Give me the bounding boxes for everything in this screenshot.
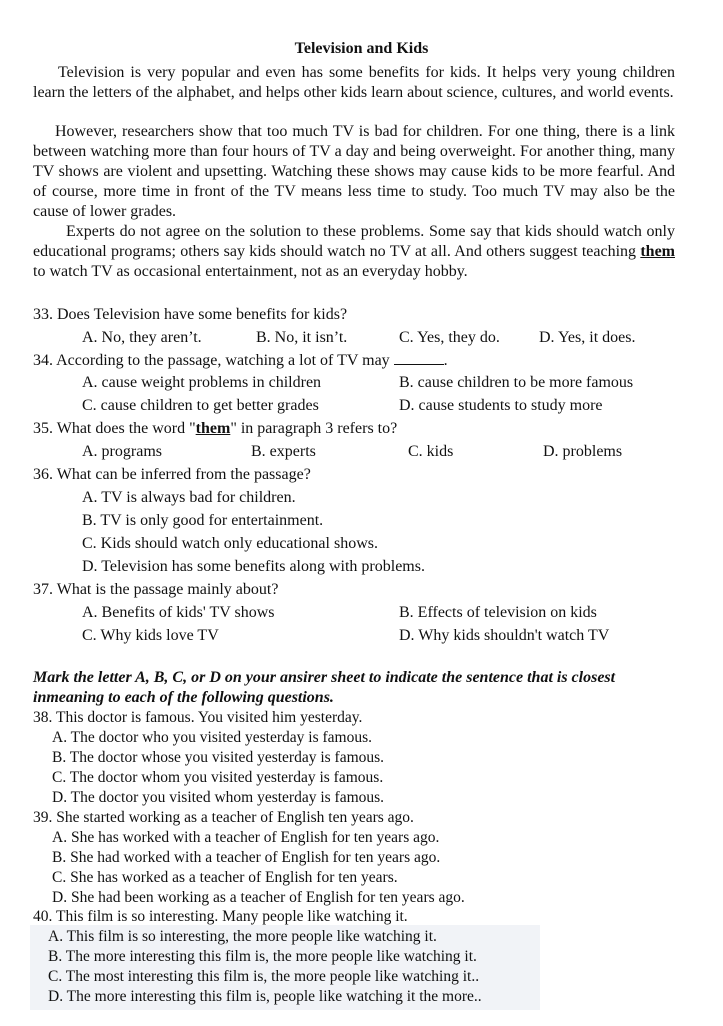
question-40-option-b[interactable]: B. The more interesting this film is, the more people like watching it.: [48, 948, 477, 965]
question-34-stem-text: 34. According to the passage, watching a lot of TV may: [33, 352, 394, 369]
question-37-stem: 37. What is the passage mainly about?: [33, 581, 279, 598]
question-33-option-a[interactable]: A. No, they aren’t.: [82, 329, 202, 346]
paragraph-3-keyword: them: [640, 243, 675, 260]
paragraph-3: [33, 222, 675, 282]
question-37-option-d[interactable]: D. Why kids shouldn't watch TV: [399, 627, 610, 644]
question-36-option-d[interactable]: D. Television has some benefits along with problems.: [82, 558, 425, 575]
question-37-option-c[interactable]: C. Why kids love TV: [82, 627, 219, 644]
question-34-option-d[interactable]: D. cause students to study more: [399, 397, 603, 414]
question-38-option-c[interactable]: C. The doctor whom you visited yesterday is famous.: [52, 769, 384, 786]
question-35-option-b[interactable]: B. experts: [251, 443, 316, 460]
question-36-option-b[interactable]: B. TV is only good for entertainment.: [82, 512, 324, 529]
question-33-option-c[interactable]: C. Yes, they do.: [399, 329, 500, 346]
question-40-option-a[interactable]: A. This film is so interesting, the more people like watching it.: [48, 928, 437, 945]
question-36-option-a[interactable]: A. TV is always bad for children.: [82, 489, 296, 506]
question-40-option-c[interactable]: C. The most interesting this film is, the more people like watching it..: [48, 968, 480, 985]
question-37-option-b[interactable]: B. Effects of television on kids: [399, 604, 597, 621]
question-38-option-d[interactable]: D. The doctor you visited whom yesterday is famous.: [52, 789, 385, 806]
paragraph-3-text-after: to watch TV as occasional entertainment, not as an everyday hobby.: [33, 263, 468, 280]
question-39-option-b[interactable]: B. She had worked with a teacher of English for ten years ago.: [52, 849, 441, 866]
question-40-stem: 40. This film is so interesting. Many people like watching it.: [33, 908, 408, 925]
paragraph-3-text-before: Experts do not agree on the solution to these problems. Some say that kids should watch only educational programs; others say kids should watch no TV at all. And others suggest teaching: [33, 223, 675, 260]
question-39-option-a[interactable]: A. She has worked with a teacher of English for ten years ago.: [52, 829, 440, 846]
question-33-option-d[interactable]: D. Yes, it does.: [539, 329, 636, 346]
question-40-option-d[interactable]: D. The more interesting this film is, people like watching it the more..: [48, 988, 482, 1005]
question-36-option-c[interactable]: C. Kids should watch only educational shows.: [82, 535, 378, 552]
question-34-stem: [33, 351, 448, 371]
question-34-option-b[interactable]: B. cause children to be more famous: [399, 374, 634, 391]
paragraph-1: [33, 63, 675, 103]
question-35-stem-text: 35. What does the word ": [33, 420, 196, 437]
question-35-option-d[interactable]: D. problems: [543, 443, 623, 460]
question-35-stem: [33, 419, 397, 439]
question-38-option-a[interactable]: A. The doctor who you visited yesterday is famous.: [52, 729, 372, 746]
question-39-option-d[interactable]: D. She had been working as a teacher of English for ten years ago.: [52, 889, 465, 906]
question-33-option-b[interactable]: B. No, it isn’t.: [256, 329, 348, 346]
paragraph-2-text: However, researchers show that too much TV is bad for children. For one thing, there is a link between watching more than four hours of TV a day and being overweight. For another thing, many TV shows are violent and upsetting. Watching these shows may cause kids to be more fearful. And of course, more time in front of the TV means less time to study. Too much TV may also be the cause of lower grades.: [33, 123, 675, 220]
question-35-keyword: them: [195, 420, 231, 437]
question-35-option-c[interactable]: C. kids: [408, 443, 454, 460]
question-34-option-a[interactable]: A. cause weight problems in children: [82, 374, 322, 391]
question-39-option-c[interactable]: C. She has worked as a teacher of English for ten years.: [52, 869, 398, 886]
question-37-option-a[interactable]: A. Benefits of kids' TV shows: [82, 604, 275, 621]
passage-title: Television and Kids: [294, 40, 429, 57]
question-33-stem: 33. Does Television have some benefits for kids?: [33, 306, 348, 323]
question-35-stem-end: " in paragraph 3 refers to?: [230, 420, 398, 437]
question-39-stem: 39. She started working as a teacher of English ten years ago.: [33, 809, 414, 826]
question-34-stem-end: .: [443, 352, 448, 369]
question-35-option-a[interactable]: A. programs: [82, 443, 162, 460]
section-instruction: Mark the letter A, B, C, or D on your ansirer sheet to indicate the sentence that is closest inmeaning to each of the following questions.: [33, 669, 616, 706]
paragraph-2: [33, 122, 675, 222]
question-34-option-c[interactable]: C. cause children to get better grades: [82, 397, 319, 414]
question-38-stem: 38. This doctor is famous. You visited him yesterday.: [33, 709, 363, 726]
question-36-stem: 36. What can be inferred from the passage?: [33, 466, 311, 483]
question-38-option-b[interactable]: B. The doctor whose you visited yesterday is famous.: [52, 749, 385, 766]
paragraph-1-text: Television is very popular and even has some benefits for kids. It helps very young children learn the letters of the alphabet, and helps other kids learn about science, cultures, and world events.: [33, 64, 675, 101]
answer-blank: [394, 352, 444, 365]
